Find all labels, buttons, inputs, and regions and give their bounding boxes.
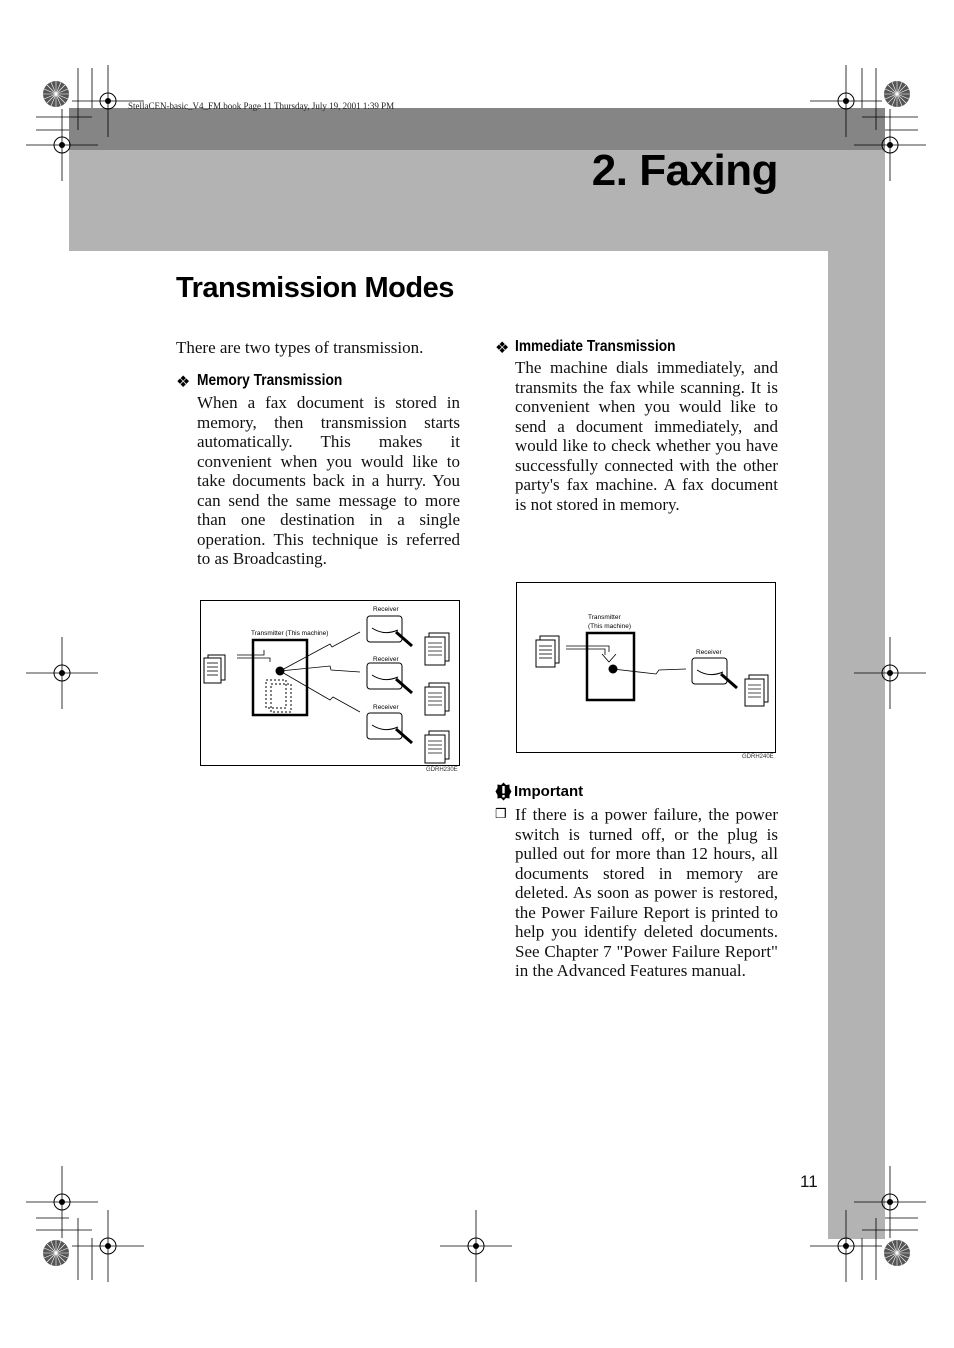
diamond-bullet-icon: ❖ (176, 374, 191, 391)
original-document-icon (536, 636, 559, 667)
starburst-mark-top-right (884, 81, 910, 107)
transmitter-label-line1: Transmitter (588, 614, 621, 621)
immediate-transmission-body: The machine dials immediately, and transmits the fax while scanning. It is convenient when you would like to send a document immediately, and would like to check whether you have successfully connected with the other party's fax machine. A fax document is not stored in memory. (515, 358, 778, 514)
memory-transmission-diagram (200, 600, 460, 766)
important-label: Important (514, 783, 584, 800)
checkbox-icon: ❒ (495, 806, 507, 821)
important-icon (495, 782, 512, 801)
receiver-label: Receiver (373, 656, 399, 663)
print-file-info: StellaCEN-basic_V4_FM.book Page 11 Thursday, July 19, 2001 1:39 PM (128, 101, 395, 111)
intro-text: There are two types of transmission. (176, 338, 424, 357)
receiver-label: Receiver (696, 649, 722, 656)
receiver-label: Receiver (373, 704, 399, 711)
transmitter-label-line2: (This machine) (588, 623, 631, 630)
page-number: 11 (800, 1172, 818, 1191)
figure-code: GDRH230E (426, 767, 458, 773)
memory-transmission-heading: Memory Transmission (197, 372, 343, 389)
figure-code: GDRH240E (742, 754, 774, 760)
starburst-mark-top-left (43, 81, 69, 107)
transmitter-machine (253, 640, 307, 715)
receiver-label: Receiver (373, 606, 399, 613)
immediate-transmission-diagram (516, 582, 776, 753)
important-body: If there is a power failure, the power switch is turned off, or the plug is pulled out for more than 12 hours, all documents stored in memory are deleted. As soon as power is restored, the Power Failure Report is printed to help you identify deleted documents. See Chapter 7 "Power Failure Report" in the Advanced Features manual. (515, 805, 778, 980)
transmitter-label: Transmitter (This machine) (251, 630, 329, 637)
starburst-mark-bottom-left (43, 1240, 69, 1266)
original-document-icon (204, 655, 225, 683)
starburst-mark-bottom-right (884, 1240, 910, 1266)
diamond-bullet-icon: ❖ (495, 340, 510, 357)
memory-transmission-body: When a fax document is stored in memory, then transmission starts automatically. This makes it convenient when you would like to take documents back in a hurry. You can send the same message to more than one destination in a single operation. This technique is referred to as Broadcasting. (197, 393, 460, 568)
immediate-transmission-heading: Immediate Transmission (515, 338, 676, 355)
chapter-title: 2. Faxing (591, 146, 778, 195)
section-title: Transmission Modes (176, 272, 454, 304)
